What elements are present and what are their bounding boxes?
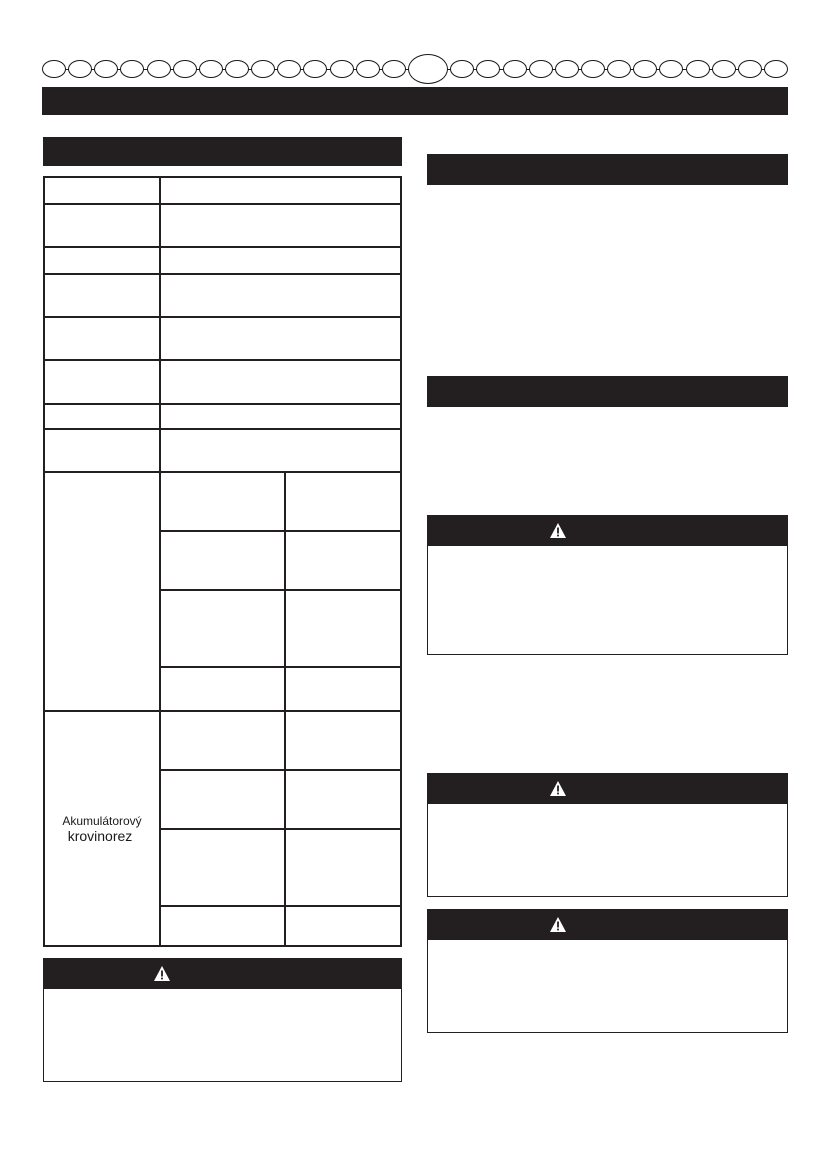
- spec-row-divider: [45, 316, 400, 318]
- language-oval[interactable]: [120, 60, 144, 78]
- language-oval[interactable]: [659, 60, 683, 78]
- language-oval[interactable]: [633, 60, 657, 78]
- language-oval[interactable]: [356, 60, 380, 78]
- language-oval[interactable]: [764, 60, 788, 78]
- spec-subrow-divider: [159, 905, 400, 907]
- warning-box-header: [428, 910, 787, 940]
- language-oval[interactable]: [686, 60, 710, 78]
- language-oval[interactable]: [225, 60, 249, 78]
- language-selector: [42, 54, 788, 86]
- section-header-bar-2: [427, 376, 788, 407]
- warning-box-left: [43, 958, 402, 1082]
- language-oval[interactable]: [555, 60, 579, 78]
- language-oval-active[interactable]: [408, 54, 448, 84]
- product-label-line2: krovinorez: [67, 828, 133, 844]
- language-oval[interactable]: [712, 60, 736, 78]
- warning-box-right-3: [427, 909, 788, 1033]
- technical-data-header-bar: [43, 137, 402, 166]
- spec-row-divider: [45, 246, 400, 248]
- language-oval[interactable]: [147, 60, 171, 78]
- language-oval[interactable]: [450, 60, 474, 78]
- warning-box-right-2: [427, 773, 788, 897]
- language-oval[interactable]: [607, 60, 631, 78]
- page-header-band: [42, 87, 788, 115]
- spec-row-divider: [45, 403, 400, 405]
- warning-triangle-icon: [549, 780, 567, 797]
- spec-table-column-divider: [159, 178, 161, 945]
- spec-subrow-divider: [159, 828, 400, 830]
- language-oval[interactable]: [303, 60, 327, 78]
- warning-triangle-icon: [549, 916, 567, 933]
- section-header-bar-1: [427, 154, 788, 185]
- language-oval[interactable]: [251, 60, 275, 78]
- spec-subrow-divider: [159, 666, 400, 668]
- spec-subrow-divider: [159, 589, 400, 591]
- language-oval[interactable]: [330, 60, 354, 78]
- language-oval[interactable]: [738, 60, 762, 78]
- language-oval[interactable]: [503, 60, 527, 78]
- spec-group-divider: [45, 710, 400, 712]
- language-oval[interactable]: [68, 60, 92, 78]
- warning-box-header: [428, 774, 787, 804]
- warning-box-right-1: [427, 515, 788, 655]
- spec-row-divider: [45, 428, 400, 430]
- language-oval[interactable]: [581, 60, 605, 78]
- language-oval[interactable]: [382, 60, 406, 78]
- warning-triangle-icon: [153, 965, 171, 982]
- language-oval[interactable]: [199, 60, 223, 78]
- warning-triangle-icon: [549, 522, 567, 539]
- language-oval[interactable]: [476, 60, 500, 78]
- language-oval[interactable]: [529, 60, 553, 78]
- spec-row-divider: [45, 359, 400, 361]
- spec-row-divider: [45, 203, 400, 205]
- warning-box-header: [44, 959, 401, 989]
- product-label: [45, 814, 159, 844]
- spec-subrow-divider: [159, 769, 400, 771]
- language-oval[interactable]: [42, 60, 66, 78]
- language-oval[interactable]: [94, 60, 118, 78]
- language-oval[interactable]: [173, 60, 197, 78]
- spec-table-subcolumn-divider: [284, 472, 286, 945]
- warning-box-header: [428, 516, 787, 546]
- spec-row-divider: [45, 273, 400, 275]
- language-oval[interactable]: [277, 60, 301, 78]
- spec-subrow-divider: [159, 530, 400, 532]
- spec-table: [43, 176, 402, 947]
- spec-row-divider: [45, 471, 400, 473]
- product-label-line1: Akumulátorový: [62, 814, 142, 828]
